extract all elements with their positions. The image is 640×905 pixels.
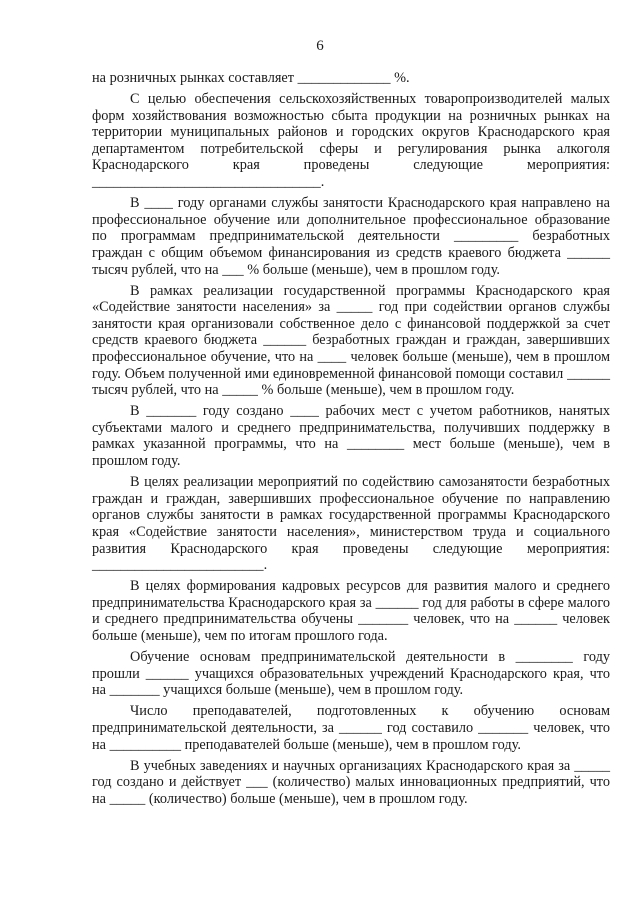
paragraph-teachers-trained: Число преподавателей, подготовленных к обучению основам предпринимательской деятельности, за ______ год составило _______ человек, что на __________ преподавателей больше (меньше), чем в прошлом году. <box>92 703 610 753</box>
page-number: 6 <box>316 38 324 54</box>
paragraph-self-employment-measures: В целях реализации мероприятий по содействию самозанятости безработных граждан и граждан, завершивших профессиональное обучение по направлению органов службы занятости в рамках государственной программы Краснодарского края «Содействие занятости населения», министерством труда и социального развития Краснодарского края проведены следующие мероприятия: ________________________. <box>92 474 610 574</box>
paragraph-students-training: Обучение основам предпринимательской деятельности в ________ году прошли ______ учащихся образовательных учреждений Краснодарского края, что на _______ учащихся больше (меньше), чем в прошлом году. <box>92 649 610 699</box>
document-body <box>92 70 610 812</box>
paragraph-employment-training: В ____ году органами службы занятости Краснодарского края направлено на профессиональное обучение или дополнительное профессиональное образование по программам предпринимательской деятельности _________ безработных граждан с общим объемом финансирования из средств краевого бюджета ______ тысяч рублей, что на ___ % больше (меньше), чем в прошлом году. <box>92 195 610 278</box>
paragraph-agri-producers-sales: С целью обеспечения сельскохозяйственных товаропроизводителей малых форм хозяйствования возможностью сбыта продукции на розничных рынках на территории муниципальных районов и городских округов Краснодарского края департаментом потребительской сферы и регулирования рынка алкоголя Краснодарского края проведены следующие мероприятия: ________________________________. <box>92 91 610 191</box>
paragraph-jobs-created: В _______ году создано ____ рабочих мест с учетом работников, нанятых субъектами малого и среднего предпринимательства, получивших поддержку в рамках указанной программы, что на ________ мест больше (меньше), чем в прошлом году. <box>92 403 610 470</box>
paragraph-retail-markets-share: на розничных рынках составляет _____________ %. <box>92 70 410 86</box>
paragraph-state-program-self-business: В рамках реализации государственной программы Краснодарского края «Содействие занятости населения» за _____ год при содействии органов службы занятости края организовали собственное дело с финансовой поддержкой за счет средств краевого бюджета ______ безработных граждан и граждан, завершивших профессиональное обучение, что на ____ человек больше (меньше), чем в прошлом году. Объем полученной ими единовременной финансовой помощи составил ______ тысяч рублей, что на _____ % больше (меньше), чем в прошлом году. <box>92 282 610 399</box>
paragraph-innovative-enterprises: В учебных заведениях и научных организациях Краснодарского края за _____ год создано и действует ___ (количество) малых инновационных предприятий, что на _____ (количество) больше (меньше), чем в прошлом году. <box>92 757 610 807</box>
paragraph-personnel-training: В целях формирования кадровых ресурсов для развития малого и среднего предпринимательства Краснодарского края за ______ год для работы в сфере малого и среднего предпринимательства обучены _______ человек, что на ______ человек больше (меньше), чем по итогам прошлого года. <box>92 578 610 644</box>
